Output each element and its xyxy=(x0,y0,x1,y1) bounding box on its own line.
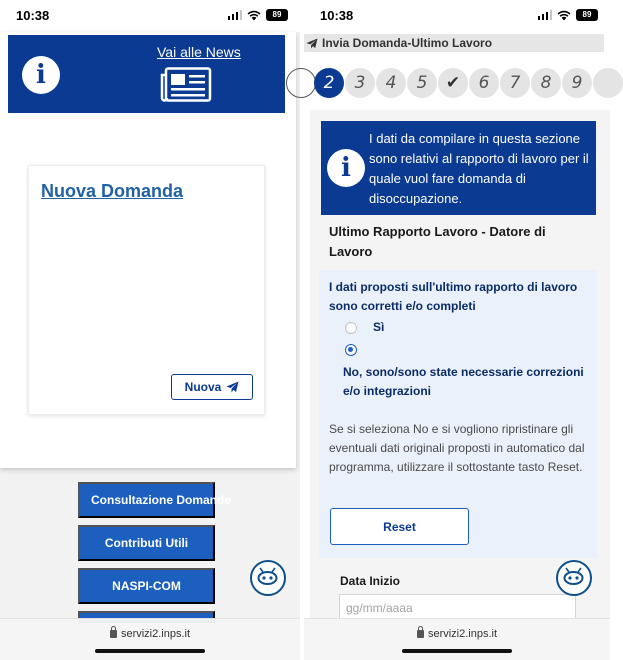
send-icon xyxy=(226,381,239,393)
reset-hint: Se si seleziona No e si vogliono ripristinare gli eventuali dati originali proposti in automatico dal programma, utilizzare il sottostante tasto Reset. xyxy=(329,422,585,474)
status-icons xyxy=(538,9,599,21)
main-card xyxy=(0,32,296,468)
step-7[interactable]: 7 xyxy=(500,68,530,98)
left-screen xyxy=(0,0,300,660)
info-banner xyxy=(321,121,596,215)
nuova-domanda-link[interactable]: Nuova Domanda xyxy=(41,181,184,201)
url-text xyxy=(304,628,610,640)
step-check-icon[interactable]: ✔ xyxy=(438,68,468,98)
home-indicator xyxy=(95,649,205,653)
step-4[interactable]: 4 xyxy=(376,68,406,98)
consultazione-domande-button[interactable]: Consultazione Domande xyxy=(78,482,215,518)
step-8[interactable]: 8 xyxy=(531,68,561,98)
question-box xyxy=(319,270,597,558)
page-header xyxy=(304,34,604,52)
section-title: Ultimo Rapporto Lavoro - Datore di Lavoro xyxy=(329,224,546,259)
step-indicator xyxy=(304,68,610,102)
step-2[interactable]: 2 xyxy=(314,68,344,98)
naspi-com-button[interactable]: NASPI-COM xyxy=(78,568,215,604)
page-title: Invia Domanda-Ultimo Lavoro xyxy=(322,36,493,50)
step-5[interactable]: 5 xyxy=(407,68,437,98)
wifi-icon xyxy=(557,10,571,21)
url-label: servizi2.inps.it xyxy=(427,628,498,640)
radio-yes[interactable] xyxy=(345,322,357,334)
status-bar xyxy=(304,0,610,32)
nuova-button-label: Nuova xyxy=(184,380,222,394)
lock-icon xyxy=(417,630,424,638)
chat-assistant-button[interactable] xyxy=(250,560,286,596)
nuova-button[interactable] xyxy=(171,374,253,400)
battery-icon: 89 xyxy=(266,9,288,21)
status-icons xyxy=(228,9,289,21)
right-screen xyxy=(304,0,610,660)
home-indicator xyxy=(402,649,512,653)
info-text: I dati da compilare in questa sezione sono relativi al rapporto di lavoro per il quale vuol fare domanda di disoccupazione. xyxy=(369,131,589,206)
info-icon: i xyxy=(22,56,60,94)
status-bar xyxy=(0,0,300,32)
info-icon: i xyxy=(327,149,365,187)
news-banner xyxy=(8,35,285,113)
chat-assistant-button[interactable] xyxy=(556,560,592,596)
contributi-utili-button[interactable]: Contributi Utili xyxy=(78,525,215,561)
wifi-icon xyxy=(247,10,261,21)
lock-icon xyxy=(110,630,117,638)
send-icon xyxy=(306,38,318,49)
battery-icon: 89 xyxy=(576,9,598,21)
browser-url-bar[interactable] xyxy=(304,618,610,660)
step-3[interactable]: 3 xyxy=(345,68,375,98)
url-label: servizi2.inps.it xyxy=(120,628,191,640)
step-9[interactable]: 9 xyxy=(562,68,592,98)
signal-icon xyxy=(538,10,553,20)
step-6[interactable]: 6 xyxy=(469,68,499,98)
form-section xyxy=(310,110,610,620)
radio-no[interactable] xyxy=(345,344,357,356)
status-time: 10:38 xyxy=(16,8,50,23)
newspaper-icon[interactable] xyxy=(160,67,212,103)
news-link[interactable]: Vai alle News xyxy=(157,44,241,60)
option-no-label[interactable]: No, sono/sono state necessarie correzioni e/o integrazioni xyxy=(343,365,584,398)
robot-icon xyxy=(558,562,589,593)
url-text xyxy=(0,628,300,640)
question-text: I dati proposti sull'ultimo rapporto di lavoro sono corretti e/o completi xyxy=(329,280,578,313)
reset-button[interactable]: Reset xyxy=(330,508,469,545)
nuova-domanda-card xyxy=(28,165,265,415)
step-previous[interactable] xyxy=(286,68,316,98)
step-next[interactable] xyxy=(593,68,623,98)
browser-url-bar[interactable] xyxy=(0,618,300,660)
signal-icon xyxy=(228,10,243,20)
robot-icon xyxy=(252,562,283,593)
status-time: 10:38 xyxy=(320,8,354,23)
date-start-label: Data Inizio xyxy=(340,574,401,588)
option-yes-label[interactable]: Sì xyxy=(373,320,385,334)
